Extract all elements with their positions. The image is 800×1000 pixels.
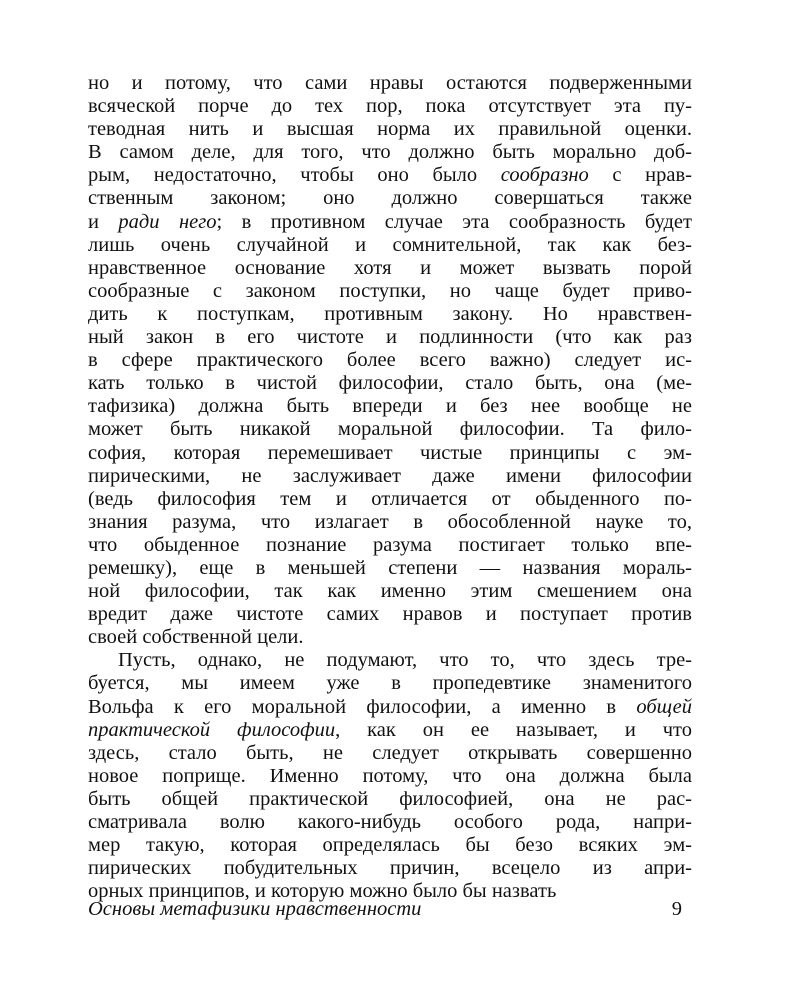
text-segment: тафизика) должна быть впереди и без нее вообще не — [88, 395, 692, 418]
text-line — [88, 280, 692, 303]
text-line — [88, 442, 692, 465]
text-line — [88, 118, 692, 141]
text-line — [88, 696, 692, 719]
text-segment: вредит даже чистоте самих нравов и поступает против — [88, 603, 692, 626]
text-line — [88, 672, 692, 695]
text-segment: всяческой порче до тех пор, пока отсутствует эта пу- — [88, 95, 692, 118]
text-line — [88, 626, 692, 649]
text-line — [88, 234, 692, 257]
text-segment: мер такую, которая определялась бы безо всяких эм- — [88, 834, 692, 857]
text-segment: что обыденное познание разума постигает только впе- — [88, 533, 692, 556]
text-segment: сообразные с законом поступки, но чаще будет приво- — [88, 279, 692, 302]
italic-emphasis: общей — [636, 695, 692, 718]
text-line — [88, 580, 692, 603]
text-line — [88, 603, 692, 626]
text-line — [88, 742, 692, 765]
text-segment: ный закон в его чистоте и подлинности (что как раз — [88, 326, 692, 349]
running-title: Основы метафизики нравственности — [88, 898, 422, 920]
text-segment: быть общей практической философией, она не рас- — [88, 787, 692, 810]
text-line — [88, 834, 692, 857]
text-line — [88, 511, 692, 534]
text-segment: ; в противном случае эта сообразность будет — [216, 210, 692, 233]
text-segment: , как он ее называет, и что — [335, 718, 692, 741]
text-segment: Вольфа к его моральной философии, а именно в — [88, 695, 637, 718]
text-segment: своей собственной цели. — [88, 626, 304, 649]
text-line — [88, 719, 692, 742]
text-line — [88, 326, 692, 349]
page-number: 9 — [671, 898, 682, 920]
text-segment: теводная нить и высшая норма их правильной оценки. — [88, 118, 692, 141]
text-segment: ной философии, так как именно этим смешением она — [88, 580, 692, 603]
text-line — [88, 534, 692, 557]
text-segment: здесь, стало быть, не следует открывать совершенно — [88, 741, 692, 764]
text-line — [88, 95, 692, 118]
text-line — [88, 349, 692, 372]
text-line — [88, 141, 692, 164]
text-line — [88, 395, 692, 418]
text-line — [88, 372, 692, 395]
text-line — [88, 257, 692, 280]
italic-emphasis: сообразно — [500, 164, 589, 187]
text-segment: знания разума, что излагает в обособленной науке то, — [88, 510, 692, 533]
text-line — [88, 164, 692, 187]
text-segment: (ведь философия тем и отличается от обыденного по- — [88, 487, 692, 510]
text-segment: новое поприще. Именно потому, что она должна была — [88, 764, 692, 787]
text-segment: дить к поступкам, противным закону. Но нравствен- — [88, 302, 692, 325]
text-segment: буется, мы имеем уже в пропедевтике знаменитого — [88, 672, 692, 695]
text-line — [88, 418, 692, 441]
text-line — [88, 211, 692, 234]
text-segment: в сфере практического более всего важно) следует ис- — [88, 349, 692, 372]
text-segment: орных принципов, и которую можно было бы назвать — [88, 880, 557, 903]
text-line — [88, 72, 692, 95]
text-segment: с нрав- — [588, 164, 692, 187]
body-text — [88, 72, 692, 903]
text-line — [88, 857, 692, 880]
text-line — [88, 649, 692, 672]
text-segment: ственным законом; оно должно совершаться также — [88, 187, 692, 210]
text-line — [88, 557, 692, 580]
text-line — [88, 303, 692, 326]
text-segment: В самом деле, для того, что должно быть морально доб- — [88, 141, 692, 164]
text-line — [88, 765, 692, 788]
text-segment: лишь очень случайной и сомнительной, так как без- — [88, 233, 692, 256]
text-segment: нравственное основание хотя и может вызвать порой — [88, 256, 692, 279]
italic-emphasis: практической философии — [88, 718, 336, 741]
text-segment: пирических побудительных причин, всецело из апри- — [88, 857, 692, 880]
italic-emphasis: ради него — [118, 210, 217, 233]
text-segment: ремешку), еще в меньшей степени — названия мораль- — [88, 556, 692, 579]
text-line — [88, 187, 692, 210]
text-segment: рым, недостаточно, чтобы оно было — [88, 164, 501, 187]
text-segment: но и потому, что сами нравы остаются подверженными — [88, 72, 692, 94]
text-segment: пирическими, не заслуживает даже имени философии — [88, 464, 692, 487]
page-footer — [88, 898, 692, 926]
text-segment: софия, которая перемешивает чистые принципы с эм- — [88, 441, 692, 464]
text-segment: кать только в чистой философии, стало быть, она (ме- — [88, 372, 692, 395]
text-line — [88, 465, 692, 488]
text-segment: и — [88, 210, 119, 233]
text-segment: Пусть, однако, не подумают, что то, что здесь тре- — [118, 649, 692, 672]
text-segment: может быть никакой моральной философии. Та фило- — [88, 418, 692, 441]
text-segment: сматривала волю какого-нибудь особого рода, напри- — [88, 811, 692, 833]
text-line — [88, 788, 692, 811]
text-line — [88, 488, 692, 511]
text-line — [88, 811, 692, 834]
